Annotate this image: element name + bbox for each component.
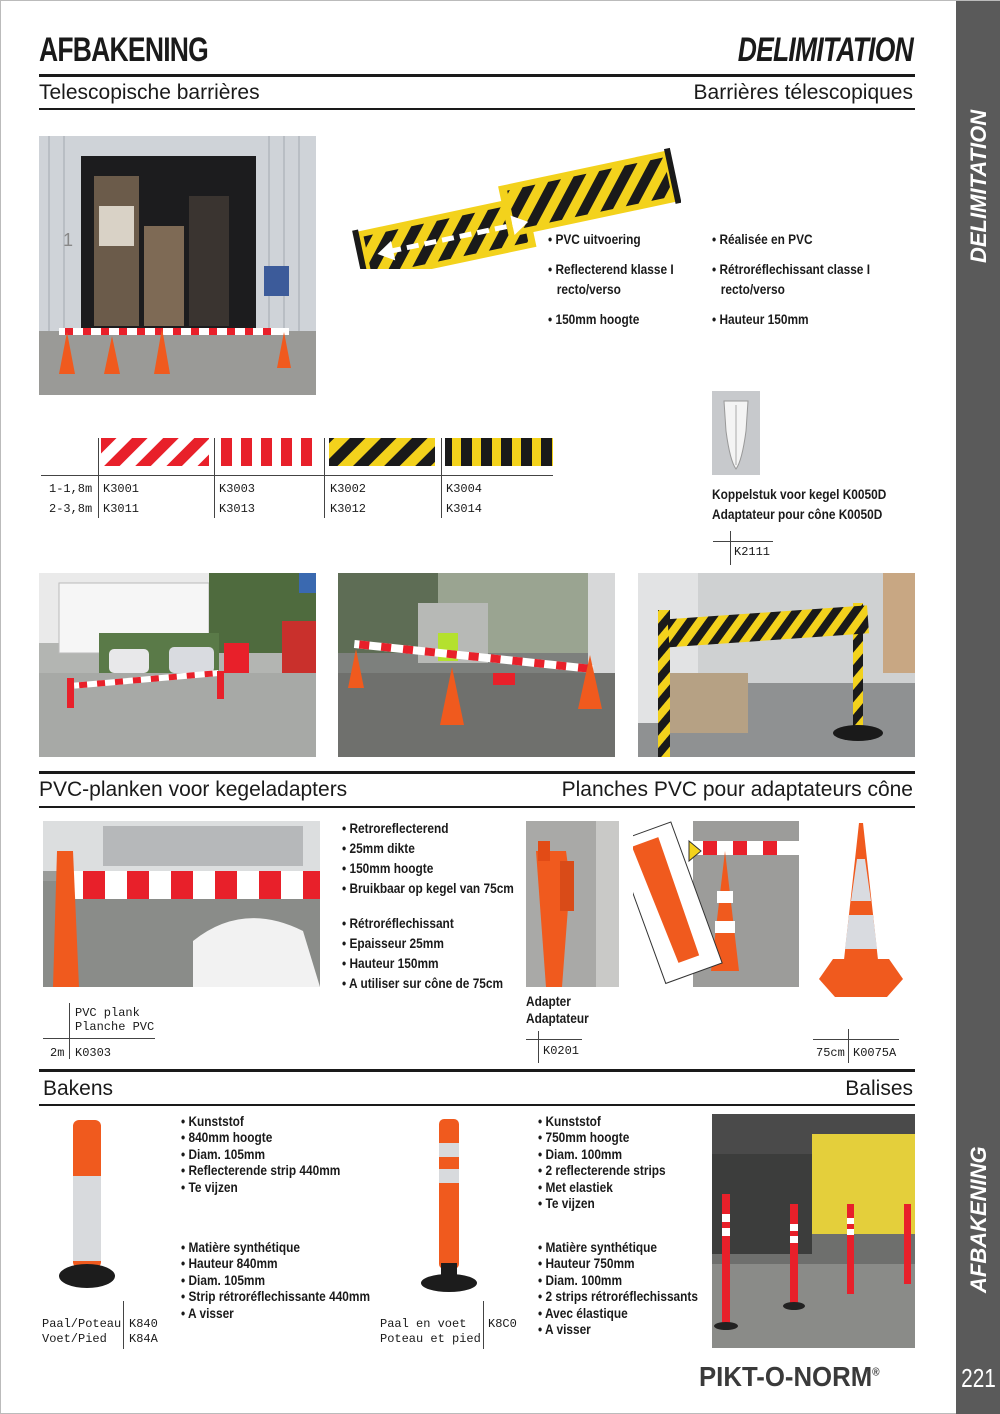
brand-logo bbox=[699, 1361, 880, 1393]
page-title-right: DELIMITATION bbox=[737, 31, 913, 69]
code-rule bbox=[813, 1039, 899, 1040]
bakens-subtitle-rule bbox=[39, 1104, 915, 1106]
adapter-label-fr: Adaptateur bbox=[526, 1011, 589, 1026]
adapter-photo bbox=[526, 821, 619, 987]
feature-item: • Réalisée en PVC bbox=[712, 232, 813, 247]
gas-station-photo bbox=[39, 573, 316, 757]
code-rule bbox=[526, 1039, 582, 1040]
brand-name: PIKT-O-NORM bbox=[699, 1361, 873, 1392]
pvc-features-fr bbox=[342, 914, 553, 994]
feature-item: • A visser bbox=[181, 1305, 234, 1321]
code-divider bbox=[123, 1301, 124, 1349]
coupler-label-fr: Adaptateur pour cône K0050D bbox=[712, 507, 883, 522]
code-cell: K3004 bbox=[446, 482, 483, 496]
coupler-photo bbox=[712, 391, 760, 475]
barrier-features-nl bbox=[548, 230, 724, 330]
feature-item: • Te vijzen bbox=[538, 1196, 595, 1212]
feature-item: • Matière synthétique bbox=[538, 1240, 658, 1255]
pvc-subtitle-rule bbox=[39, 806, 915, 808]
code-divider bbox=[730, 531, 731, 565]
post-750-photo bbox=[419, 1113, 481, 1295]
feature-item: • Hauteur 750mm bbox=[538, 1256, 635, 1272]
subtitle-left: Telescopische barrières bbox=[39, 81, 260, 104]
side-label-top: DELIMITATION bbox=[966, 109, 991, 263]
page-number: 221 bbox=[961, 1363, 996, 1393]
code-cell: K3003 bbox=[219, 482, 256, 496]
code-cell: K3011 bbox=[103, 502, 140, 516]
code-cell: K3001 bbox=[103, 482, 140, 496]
feature-item: • Hauteur 150mm bbox=[342, 956, 439, 971]
feature-item: • Hauteur 150mm bbox=[712, 312, 809, 327]
warehouse-photo bbox=[39, 136, 316, 395]
pvc-title-right: Planches PVC pour adaptateurs cône bbox=[561, 778, 913, 801]
registered-mark: ® bbox=[872, 1366, 880, 1379]
bakens-title-right: Balises bbox=[845, 1077, 913, 1100]
adapter-label-nl: Adapter bbox=[526, 994, 571, 1009]
subtitle-rule bbox=[39, 108, 915, 110]
feature-item: • Met elastiek bbox=[538, 1179, 613, 1195]
code-cell: K3014 bbox=[446, 502, 483, 516]
table-divider bbox=[441, 438, 442, 518]
feature-item: • Diam. 105mm bbox=[181, 1272, 266, 1288]
warehouse-posts-photo bbox=[638, 573, 915, 757]
worksite-photo bbox=[338, 573, 615, 757]
code-divider bbox=[483, 1301, 484, 1349]
cone-photo bbox=[813, 819, 909, 1001]
subtitle-right: Barrières télescopiques bbox=[693, 81, 913, 104]
adapter-mounting-photo bbox=[633, 821, 799, 987]
feature-item: • Bruikbaar op kegel van 75cm bbox=[342, 881, 514, 896]
adapter-code: K0201 bbox=[543, 1044, 580, 1058]
feature-item: • PVC uitvoering bbox=[548, 232, 641, 247]
post2-label-a: Paal en voet bbox=[380, 1317, 467, 1331]
feature-item: • Te vijzen bbox=[181, 1179, 238, 1195]
feature-item: • Diam. 100mm bbox=[538, 1272, 623, 1288]
post1-code-a: K840 bbox=[129, 1317, 158, 1331]
post-840-photo bbox=[53, 1116, 123, 1298]
feature-item: • Epaisseur 25mm bbox=[342, 936, 444, 951]
feature-item: • 150mm hoogte bbox=[342, 861, 434, 876]
barrier-swatches bbox=[101, 438, 553, 466]
size-cell: 1-1,8m bbox=[49, 482, 93, 496]
feature-item: • 840mm hoogte bbox=[181, 1130, 273, 1146]
pvc-section-rule bbox=[39, 771, 915, 774]
code-rule bbox=[713, 541, 773, 542]
post2-code: K8C0 bbox=[488, 1317, 517, 1331]
swatch-red-vertical bbox=[221, 438, 319, 466]
post2-label-b: Poteau et pied bbox=[380, 1332, 481, 1346]
feature-item: • Kunststof bbox=[538, 1114, 601, 1129]
feature-item: recto/verso bbox=[720, 282, 785, 297]
size-cell: 2-3,8m bbox=[49, 502, 93, 516]
post1-label-b: Voet/Pied bbox=[42, 1332, 107, 1346]
feature-item: • 750mm hoogte bbox=[538, 1130, 630, 1146]
post2-features-nl bbox=[538, 1114, 740, 1212]
plank-size: 2m bbox=[50, 1046, 65, 1060]
plank-code: K0303 bbox=[75, 1046, 112, 1060]
feature-item: • Matière synthétique bbox=[181, 1240, 301, 1255]
header-rule bbox=[39, 74, 915, 77]
post1-features-fr bbox=[181, 1240, 383, 1322]
feature-item: • Avec élastique bbox=[538, 1305, 628, 1321]
code-cell: K3002 bbox=[330, 482, 367, 496]
feature-item: • Reflecterende strip 440mm bbox=[181, 1163, 341, 1179]
page-title-left: AFBAKENING bbox=[39, 31, 209, 69]
feature-item: • Retroreflecterend bbox=[342, 821, 449, 836]
pvc-title-left: PVC-planken voor kegeladapters bbox=[39, 778, 348, 801]
coupler-code: K2111 bbox=[734, 545, 771, 559]
feature-item: • 2 strips rétroréflechissants bbox=[538, 1289, 698, 1305]
pvc-features-nl bbox=[342, 819, 553, 899]
feature-item: • Diam. 105mm bbox=[181, 1146, 266, 1162]
feature-item: • 25mm dikte bbox=[342, 841, 415, 856]
feature-item: • Rétroréflechissant classe I bbox=[712, 262, 871, 277]
code-divider bbox=[538, 1031, 539, 1063]
code-divider bbox=[848, 1029, 849, 1063]
coupler-label-nl: Koppelstuk voor kegel K0050D bbox=[712, 487, 887, 502]
code-divider bbox=[69, 1003, 70, 1059]
side-label-bottom: AFBAKENING bbox=[966, 1146, 991, 1293]
post1-code-b: K84A bbox=[129, 1332, 158, 1346]
post1-features-nl bbox=[181, 1114, 383, 1196]
feature-item: • Diam. 100mm bbox=[538, 1146, 623, 1162]
pvc-plank-photo bbox=[43, 821, 320, 987]
svg-text:1: 1 bbox=[63, 230, 74, 250]
feature-item: • Rétroréflechissant bbox=[342, 916, 454, 931]
feature-item: • Strip rétroréflechissante 440mm bbox=[181, 1289, 371, 1305]
table-divider bbox=[324, 438, 325, 518]
plank-label-nl: PVC plank bbox=[75, 1006, 140, 1020]
feature-item: • A visser bbox=[538, 1322, 591, 1338]
feature-item: • 150mm hoogte bbox=[548, 312, 640, 327]
code-cell: K3013 bbox=[219, 502, 256, 516]
parking-posts-photo bbox=[712, 1114, 915, 1348]
swatch-yellow-vertical bbox=[445, 438, 553, 466]
feature-item: recto/verso bbox=[556, 282, 621, 297]
feature-item: • A utiliser sur cône de 75cm bbox=[342, 976, 504, 991]
feature-item: • Reflecterend klasse I bbox=[548, 262, 674, 277]
feature-item: • Hauteur 840mm bbox=[181, 1256, 278, 1272]
table-divider bbox=[214, 438, 215, 518]
feature-item: • Kunststof bbox=[181, 1114, 244, 1129]
table-rule bbox=[41, 475, 553, 476]
cone-code: K0075A bbox=[853, 1046, 897, 1060]
barrier-features-fr bbox=[712, 230, 906, 330]
swatch-red-diagonal bbox=[101, 438, 209, 466]
post1-label-a: Paal/Poteau bbox=[42, 1317, 122, 1331]
bakens-title-left: Bakens bbox=[43, 1077, 114, 1100]
swatch-yellow-diagonal bbox=[329, 438, 435, 466]
plank-label-fr: Planche PVC bbox=[75, 1020, 155, 1034]
table-divider bbox=[98, 438, 99, 518]
code-rule bbox=[43, 1038, 155, 1039]
cone-size: 75cm bbox=[816, 1046, 845, 1060]
feature-item: • 2 reflecterende strips bbox=[538, 1163, 666, 1179]
post2-features-fr bbox=[538, 1240, 740, 1338]
bakens-section-rule bbox=[39, 1069, 915, 1072]
code-cell: K3012 bbox=[330, 502, 367, 516]
